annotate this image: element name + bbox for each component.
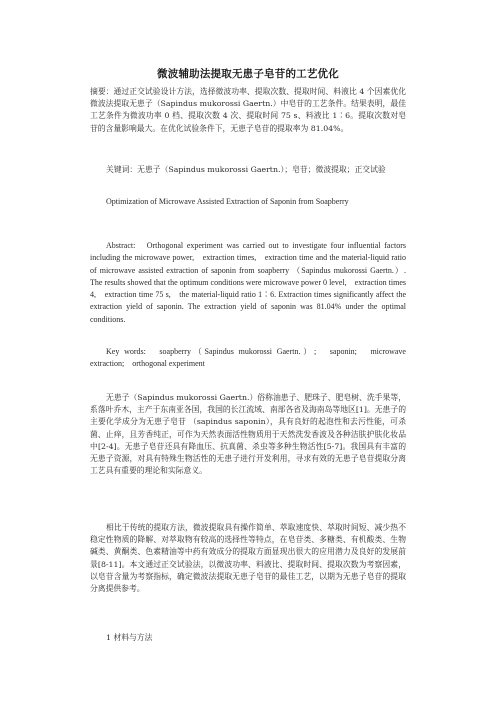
abstract-en-text: Abstract: Orthogonal experiment was carried out to investigate four influential factors including the microwave power, extraction times, extraction time and the material-liquid ratio of microwave assisted extraction of saponin from soapberry （Sapindus mukorossi Gaertn.）. The results showed that the optimum conditions were microwave power 0 level, extraction times 4, extraction time 75 s, the material-liquid ratio 1∶6. Extraction times significantly affect the extraction yield of saponin. The extraction yield of saponin was 81.04% under the optimal conditions. [90, 241, 406, 324]
intro-paragraph-2 [90, 522, 406, 595]
paper-title: 微波辅助法提取无患子皂苷的工艺优化 [157, 68, 339, 80]
title-en [90, 196, 406, 208]
abstract-en [90, 240, 406, 326]
keywords-en-text: Key words: soapberry（Sapindus mukorossi Gaertn.）; saponin; microwave extraction; orthogonal experiment [90, 347, 406, 369]
keywords-cn-text: 关键词：无患子（Sapindus mukorossi Gaertn.）；皂苷；微波提取；正交试验 [106, 165, 386, 174]
abstract-cn [90, 86, 406, 135]
keywords-en [90, 346, 406, 371]
section-heading [90, 632, 406, 644]
section-1-heading: 1 材料与方法 [106, 633, 153, 642]
title-en-text: Optimization of Microwave Assisted Extraction of Saponin from Soapberry [106, 197, 349, 206]
abstract-cn-text: 摘要：通过正交试验设计方法，选择微波功率、提取次数、提取时间、料液比 4 个因素优化微波法提取无患子（Sapindus mukorossi Gaertn.）中皂苷的工艺条件。结果表明，最佳工艺条件为微波功率 0 档、提取次数 4 次、提取时间 75 s、料液比 1∶6。提取次数对皂苷的含量影响最大。在优化试验条件下，无患子皂苷的提取率为 81.04%。 [90, 87, 406, 133]
keywords-cn [90, 164, 406, 176]
intro-p1-text: 无患子（Sapindus mukorossi Gaertn.）俗称油患子、肥珠子、肥皂树、洗手果等，系落叶乔木，主产于东南亚各国，我国的长江流域、南部各省及海南岛等地区[1]。无患子的主要化学成分为无患子皂苷 （sapindus saponin），具有良好的起泡性和去污性能，可杀菌、止痒，且芳香纯正，可作为天然表面活性物质用于天然洗发香波及各种洁肤护肤化妆品中[2-4]。无患子皂苷还具有降血压、抗真菌、杀虫等多种生物活性[5-7]。我国具有丰富的无患子资源，对具有特殊生物活性的无患子进行开发利用，寻求有效的无患子皂苷提取分离工艺具有重要的理论和实际意义。 [90, 393, 406, 476]
intro-p2-text: 相比于传统的提取方法，微波提取具有操作简单、萃取速度快、萃取时间短、减少热不稳定性物质的降解、对萃取物有较高的选择性等特点，在皂苷类、多糖类、有机酸类、生物碱类、黄酮类、色素精油等中药有效成分的提取方面显现出很大的应用潜力及良好的发展前景[8-11]。本文通过正交试验法，以微波功率、料液比、提取时间、提取次数为考察因素，以皂苷含量为考察指标，确定微波法提取无患子皂苷的最佳工艺，以期为无患子皂苷的提取分离提供参考。 [90, 523, 406, 594]
intro-paragraph-1 [90, 392, 406, 477]
